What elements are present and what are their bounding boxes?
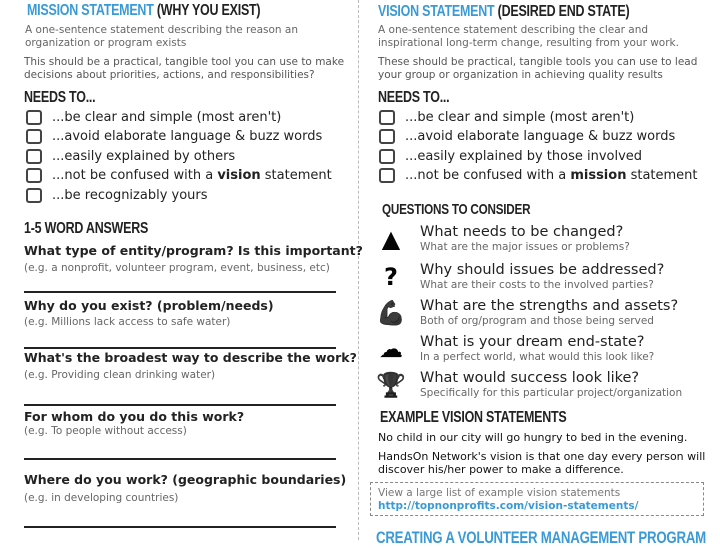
question-subtitle: What are the major issues or problems? bbox=[420, 241, 630, 253]
checklist-item[interactable] bbox=[379, 149, 642, 164]
checklist-item[interactable] bbox=[379, 168, 698, 183]
question-title: What needs to be changed? bbox=[420, 224, 624, 240]
question-title: Why should issues be addressed? bbox=[420, 262, 665, 278]
checkbox[interactable] bbox=[26, 149, 42, 164]
example-link-url[interactable]: http://topnonprofits.com/vision-statements/ bbox=[378, 500, 639, 512]
checkbox[interactable] bbox=[379, 149, 395, 164]
checklist-text: ...not be confused with a vision statement bbox=[52, 168, 332, 183]
checklist-text: ...be clear and simple (most aren't) bbox=[405, 110, 635, 125]
examples-title: EXAMPLE VISION STATEMENTS bbox=[380, 409, 567, 426]
thought-cloud-icon: ☁ bbox=[379, 335, 403, 363]
checklist-item[interactable] bbox=[26, 188, 208, 203]
footer-heading: CREATING A VOLUNTEER MANAGEMENT PROGRAM bbox=[376, 528, 706, 547]
question-title: What is your dream end-state? bbox=[420, 334, 645, 350]
vision-title: VISION STATEMENT bbox=[378, 3, 495, 20]
checklist-text: ...easily explained by those involved bbox=[405, 149, 643, 164]
mission-description: A one-sentence statement describing the reason an organization or program exists bbox=[25, 24, 298, 49]
question-subtitle: Both of org/program and those being served bbox=[420, 315, 654, 327]
checkbox[interactable] bbox=[26, 129, 42, 144]
checkbox[interactable] bbox=[379, 110, 395, 125]
answer-hint: (e.g. Providing clean drinking water) bbox=[24, 369, 216, 381]
checkbox[interactable] bbox=[26, 188, 42, 203]
checklist-text: ...avoid elaborate language & buzz words bbox=[52, 129, 323, 144]
mission-subtitle: (WHY YOU EXIST) bbox=[156, 2, 261, 19]
question-title: What are the strengths and assets? bbox=[420, 298, 679, 314]
mission-heading bbox=[27, 2, 260, 20]
example-link-text: View a large list of example vision statements bbox=[378, 487, 621, 499]
question-icon: ? bbox=[384, 263, 398, 291]
trophy-icon: 🏆 bbox=[376, 371, 406, 399]
checkbox[interactable] bbox=[379, 129, 395, 144]
checklist-item[interactable] bbox=[379, 129, 675, 144]
example-statement: No child in our city will go hungry to bed in the evening. bbox=[378, 431, 688, 444]
question-subtitle: What are their costs to the involved parties? bbox=[420, 279, 654, 291]
answer-question: What's the broadest way to describe the work? bbox=[24, 350, 357, 365]
vision-purpose: These should be practical, tangible tools you can use to lead your group or organization in achieving quality results bbox=[378, 56, 698, 81]
answer-hint: (e.g. To people without access) bbox=[24, 425, 187, 437]
checklist-text: ...not be confused with a mission statement bbox=[405, 168, 698, 183]
answer-hint: (e.g. Millions lack access to safe water) bbox=[24, 316, 231, 328]
checklist-item[interactable] bbox=[26, 168, 332, 183]
example-statement: HandsOn Network's vision is that one day every person will discover his/her power to make a difference. bbox=[378, 450, 706, 476]
answer-question: Why do you exist? (problem/needs) bbox=[24, 298, 274, 313]
checkbox[interactable] bbox=[379, 168, 395, 183]
question-subtitle: Specifically for this particular project/organization bbox=[420, 387, 683, 399]
warning-icon: ▲ bbox=[381, 225, 401, 253]
question-subtitle: In a perfect world, what would this look like? bbox=[420, 351, 655, 363]
answer-line[interactable] bbox=[24, 347, 336, 349]
answer-line[interactable] bbox=[24, 458, 336, 460]
question-title: What would success look like? bbox=[420, 370, 640, 386]
answer-line[interactable] bbox=[24, 526, 336, 528]
mission-title: MISSION STATEMENT bbox=[27, 2, 154, 19]
checklist-text: ...be recognizably yours bbox=[52, 188, 208, 203]
checklist-item[interactable] bbox=[26, 149, 235, 164]
answer-hint: (e.g. in developing countries) bbox=[24, 492, 179, 504]
answer-line[interactable] bbox=[24, 291, 336, 293]
answer-hint: (e.g. a nonprofit, volunteer program, event, business, etc) bbox=[24, 262, 330, 274]
vision-heading bbox=[378, 3, 629, 21]
answers-title: 1-5 WORD ANSWERS bbox=[24, 220, 149, 237]
checklist-text: ...be clear and simple (most aren't) bbox=[52, 110, 282, 125]
checklist-text: ...avoid elaborate language & buzz words bbox=[405, 129, 676, 144]
answer-question: Where do you work? (geographic boundaries) bbox=[24, 472, 347, 487]
checkbox[interactable] bbox=[26, 110, 42, 125]
checklist-item[interactable] bbox=[26, 110, 281, 125]
flexed-arm-icon: 💪 bbox=[376, 299, 406, 327]
mission-needs-title: NEEDS TO... bbox=[24, 89, 96, 106]
vision-subtitle: (DESIRED END STATE) bbox=[497, 3, 630, 20]
answer-question: What type of entity/program? Is this important? bbox=[24, 243, 363, 258]
checklist-item[interactable] bbox=[379, 110, 634, 125]
questions-title: QUESTIONS TO CONSIDER bbox=[382, 201, 531, 218]
answer-question: For whom do you do this work? bbox=[24, 409, 245, 424]
mission-purpose: This should be a practical, tangible tool you can use to make decisions about priorities, actions, and responsibilities? bbox=[24, 56, 345, 81]
checkbox[interactable] bbox=[26, 168, 42, 183]
checklist-text: ...easily explained by others bbox=[52, 149, 236, 164]
checklist-item[interactable] bbox=[26, 129, 322, 144]
vision-description: A one-sentence statement describing the clear and inspirational long-term change, resulting from your work. bbox=[378, 24, 679, 49]
vision-needs-title: NEEDS TO... bbox=[378, 89, 450, 106]
column-divider bbox=[358, 0, 359, 540]
answer-line[interactable] bbox=[24, 404, 336, 406]
